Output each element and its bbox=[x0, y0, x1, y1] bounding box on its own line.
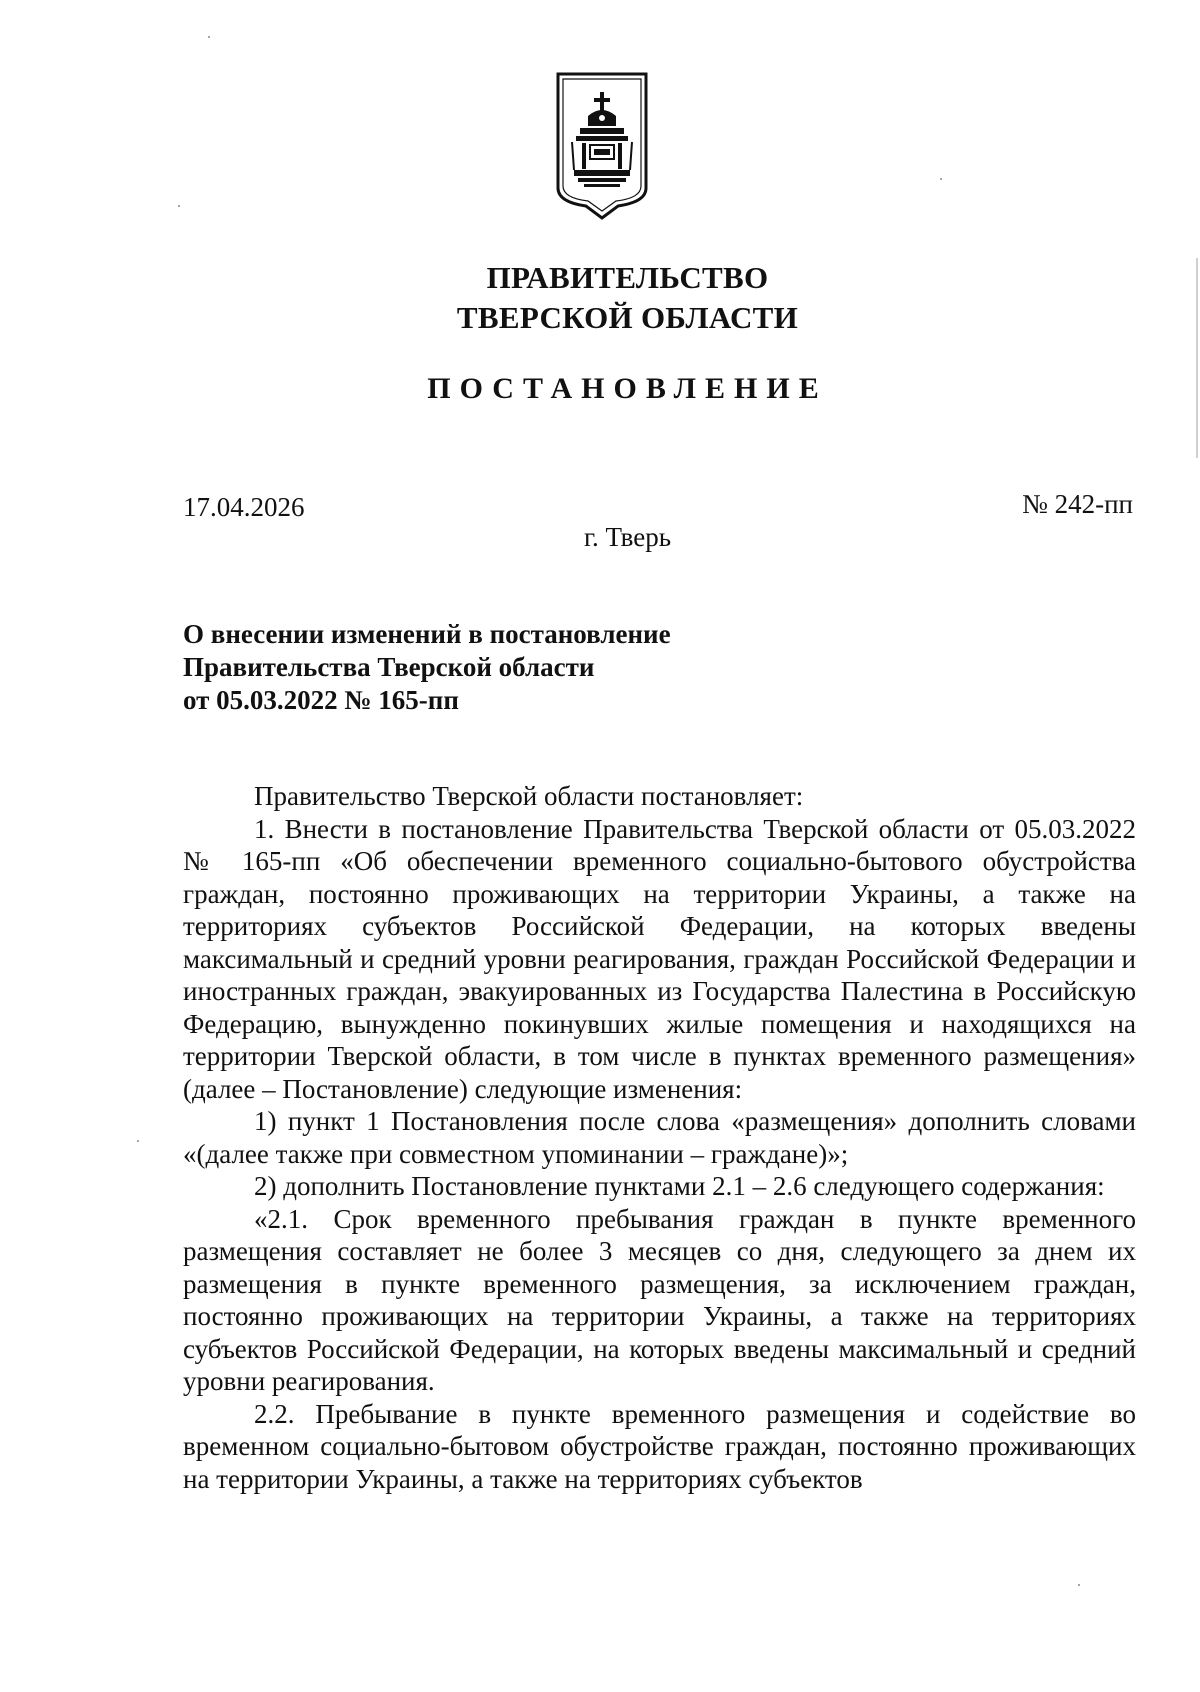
document-date: 17.04.2026 bbox=[183, 492, 305, 522]
body-paragraph: 2) дополнить Постановление пунктами 2.1 – 2.6 следующего содержания: bbox=[254, 1171, 1105, 1201]
document-city: г. Тверь bbox=[583, 522, 672, 552]
subject-line: от 05.03.2022 № 165-пп bbox=[183, 685, 459, 715]
scan-edge-line bbox=[1196, 258, 1198, 458]
body-paragraph: 1) пункт 1 Постановления после слова «размещения» дополнить словами «(далее также при совместном упоминании – граждане)»; bbox=[183, 1106, 1136, 1169]
scan-speck bbox=[208, 36, 210, 38]
coat-of-arms-icon bbox=[554, 70, 650, 226]
document-type-title: ПОСТАНОВЛЕНИЕ bbox=[427, 372, 828, 405]
scan-speck bbox=[940, 178, 942, 180]
body-paragraph: 2.2. Пребывание в пункте временного размещения и содействие во временном социально-бытовом обустройстве граждан, постоянно проживающих на территории Украины, а также на территориях субъектов bbox=[183, 1398, 1136, 1494]
body-paragraph: 1. Внести в постановление Правительства Тверской области от 05.03.2022 № 165-пп «Об обеспечении временного социально-бытового обустройства граждан, постоянно проживающих на территории Украины, а также на территориях субъектов Российской Федерации, на которых введены максимальный и средний уровни реагирования, граждан Российской Федерации и иностранных граждан, эвакуированных из Государства Палестина в Российскую Федерацию, вынужденно покинувших жилые помещения и находящихся на территории Тверской области, в том числе в пунктах временного размещения» (далее – Постановление) следующие изменения: bbox=[183, 813, 1136, 1104]
organization-title-line1: ПРАВИТЕЛЬСТВО bbox=[486, 260, 769, 295]
scan-speck bbox=[178, 205, 180, 207]
body-paragraph: «2.1. Срок временного пребывания граждан в пункте временного размещения составляет не более 3 месяцев со дня, следующего за днем их размещения в пункте временного размещения, за исключением граждан, постоянно проживающих на территории Украины, а также на территориях субъектов Российской Федерации, на которых введены максимальный и средний уровни реагирования. bbox=[183, 1203, 1136, 1396]
document-number: № 242-пп bbox=[1022, 489, 1133, 519]
subject-line: Правительства Тверской области bbox=[183, 652, 595, 682]
body-paragraph: Правительство Тверской области постановляет: bbox=[254, 781, 804, 811]
document-body bbox=[183, 780, 1136, 1495]
organization-title-line2: ТВЕРСКОЙ ОБЛАСТИ bbox=[456, 300, 799, 335]
document-subject bbox=[183, 618, 671, 717]
scan-speck bbox=[1078, 1584, 1080, 1586]
scan-speck bbox=[137, 1140, 139, 1142]
subject-line: О внесении изменений в постановление bbox=[183, 619, 671, 649]
